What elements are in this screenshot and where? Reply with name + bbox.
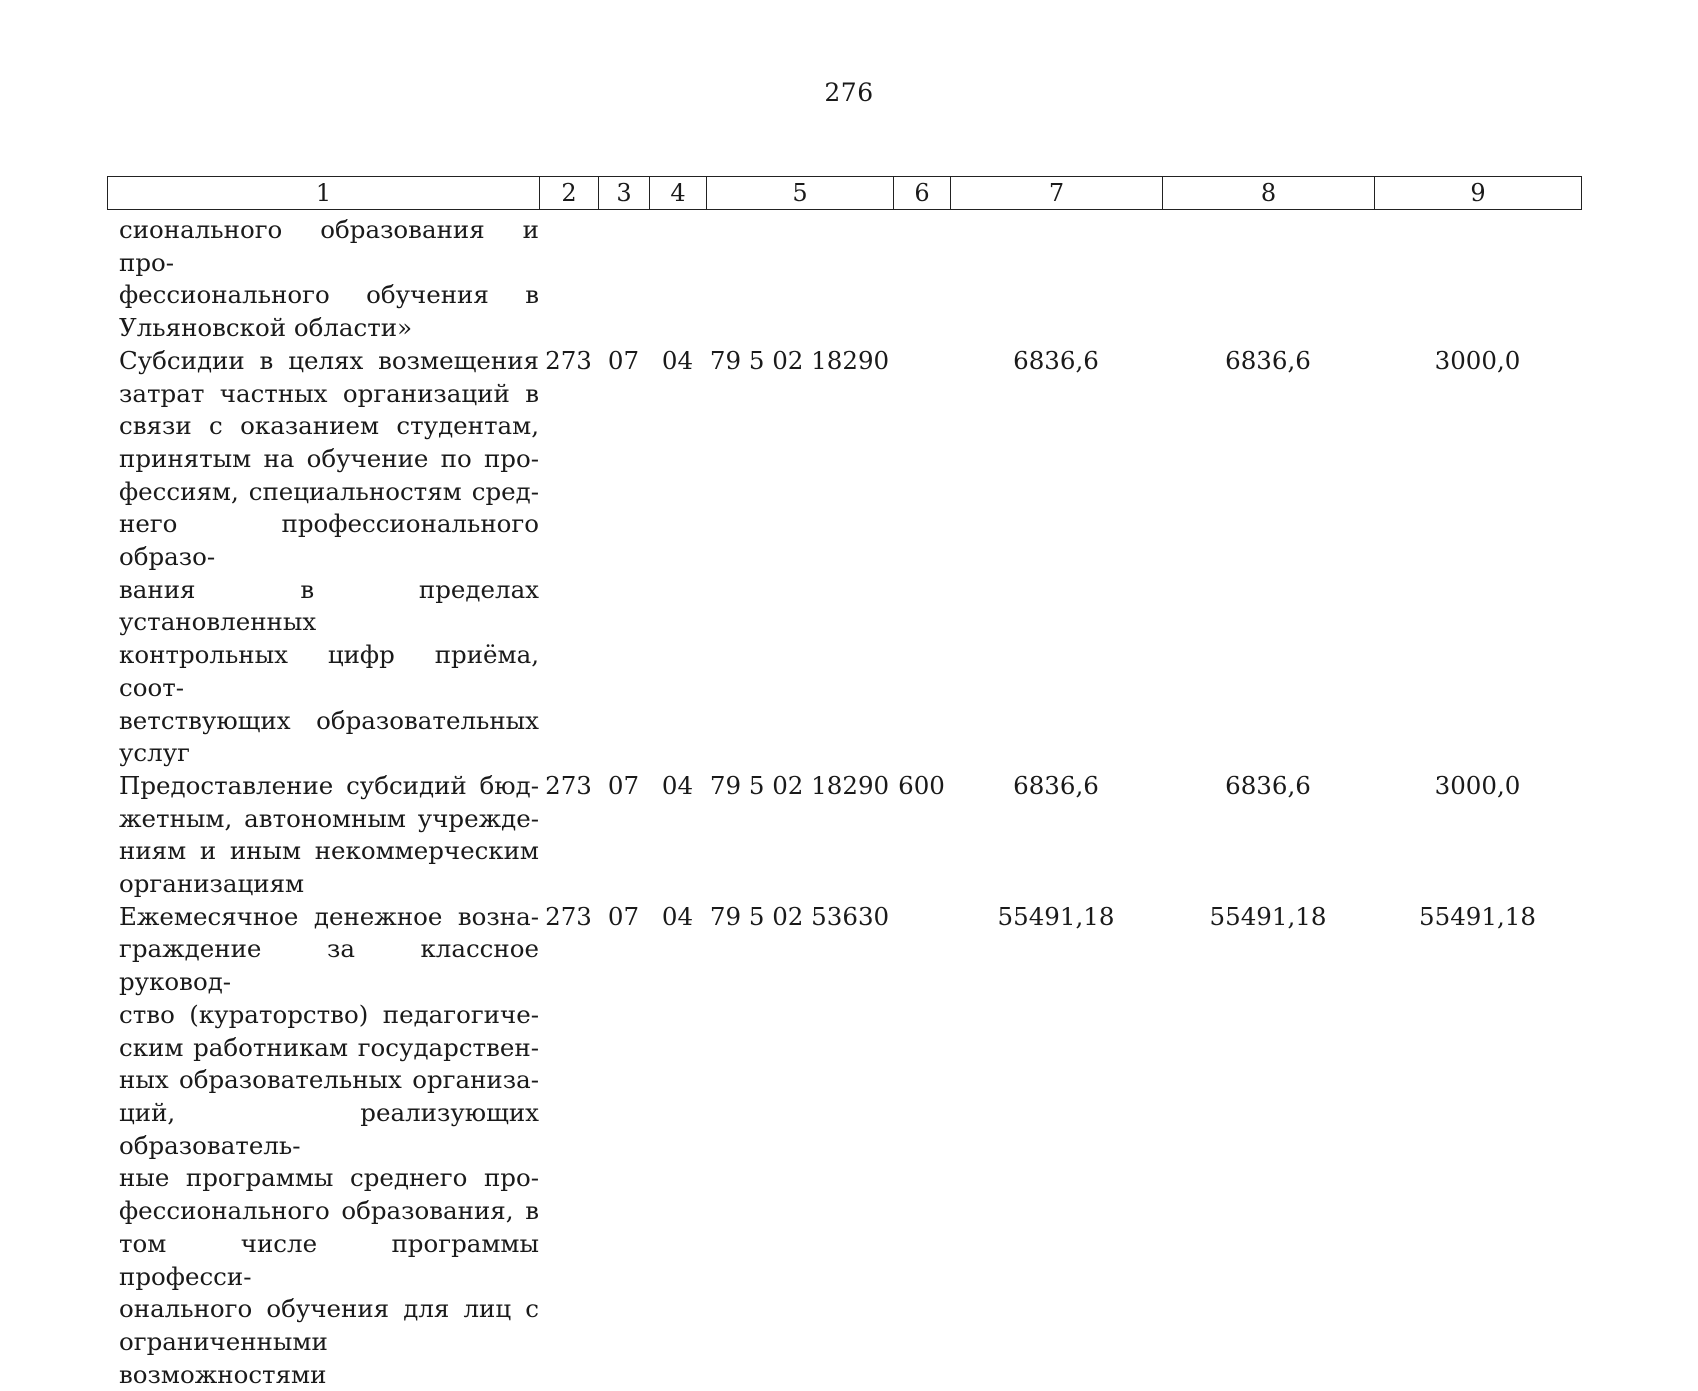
header-col-5: 5 [707, 177, 894, 210]
row-col-2: 273 [545, 770, 592, 800]
description-line: ные программы среднего про- [119, 1163, 539, 1193]
description-line: него профессионального образо- [119, 509, 539, 572]
header-col-7: 7 [951, 177, 1163, 210]
description-line: ство (кураторство) педагогиче- [119, 999, 539, 1029]
description-line: онального обучения для лиц с [119, 1294, 539, 1324]
row-col-9: 55491,18 [1419, 901, 1536, 931]
row-col-7: 6836,6 [1013, 770, 1099, 800]
row-description [119, 214, 539, 345]
table-row [107, 214, 1581, 345]
header-col-8: 8 [1163, 177, 1375, 210]
table-row [107, 770, 1581, 901]
description-line: граждение за классное руковод- [119, 934, 539, 997]
row-col-3: 07 [607, 901, 640, 931]
header-col-9: 9 [1375, 177, 1582, 210]
description-line: вания в пределах установленных [119, 574, 539, 637]
row-description [119, 345, 539, 770]
page-number: 276 [824, 78, 874, 107]
table-body [107, 214, 1581, 1391]
row-col-2: 273 [545, 345, 592, 375]
description-line: Предоставление субсидий бюд- [119, 770, 539, 800]
description-line: фессионального обучения в [119, 280, 539, 310]
description-line: жетным, автономным учрежде- [119, 803, 539, 833]
row-col-5: 79 5 02 18290 [709, 345, 890, 375]
row-col-3: 07 [607, 345, 640, 375]
header-col-4: 4 [650, 177, 707, 210]
header-col-2: 2 [540, 177, 599, 210]
description-line: принятым на обучение по про- [119, 443, 539, 473]
row-col-8: 6836,6 [1225, 770, 1311, 800]
row-col-7: 55491,18 [997, 901, 1115, 931]
column-number-header [107, 176, 1582, 210]
header-col-3: 3 [599, 177, 650, 210]
row-col-5: 79 5 02 18290 [709, 770, 890, 800]
header-col-6: 6 [894, 177, 951, 210]
description-line: фессионального образования, в [119, 1196, 539, 1226]
row-col-4: 04 [661, 345, 694, 375]
row-col-6: 600 [898, 770, 945, 800]
row-col-2: 273 [545, 901, 592, 931]
row-col-7: 6836,6 [1013, 345, 1099, 375]
description-line: Ежемесячное денежное возна- [119, 901, 539, 931]
row-col-4: 04 [661, 770, 694, 800]
row-col-9: 3000,0 [1434, 345, 1521, 375]
description-line: ниям и иным некоммерческим [119, 836, 539, 866]
description-line: сионального образования и про- [119, 215, 539, 277]
row-col-8: 6836,6 [1225, 345, 1311, 375]
description-line: том числе программы професси- [119, 1228, 539, 1291]
description-line: затрат частных организаций в [119, 378, 539, 408]
row-col-3: 07 [607, 770, 640, 800]
row-description [119, 901, 539, 1391]
description-line: Ульяновской области» [119, 313, 413, 343]
description-line: ных образовательных организа- [119, 1065, 539, 1095]
description-line: ций, реализующих образователь- [119, 1097, 539, 1160]
description-line: ским работникам государствен- [119, 1032, 539, 1062]
description-line: услуг [119, 738, 190, 768]
table-row [107, 345, 1581, 770]
row-col-4: 04 [661, 901, 694, 931]
description-line: связи с оказанием студентам, [119, 411, 539, 441]
header-col-1: 1 [108, 177, 540, 210]
table-row [107, 901, 1581, 1391]
row-description [119, 770, 539, 901]
description-line: организациям [119, 869, 305, 899]
row-col-5: 79 5 02 53630 [709, 901, 890, 931]
description-line: Субсидии в целях возмещения [119, 345, 539, 375]
description-line: контрольных цифр приёма, соот- [119, 640, 539, 702]
description-line: ограниченными возможностями [119, 1326, 328, 1389]
description-line: ветствующих образовательных [119, 705, 539, 735]
row-col-9: 3000,0 [1434, 770, 1521, 800]
row-col-8: 55491,18 [1209, 901, 1327, 931]
description-line: фессиям, специальностям сред- [119, 476, 539, 506]
